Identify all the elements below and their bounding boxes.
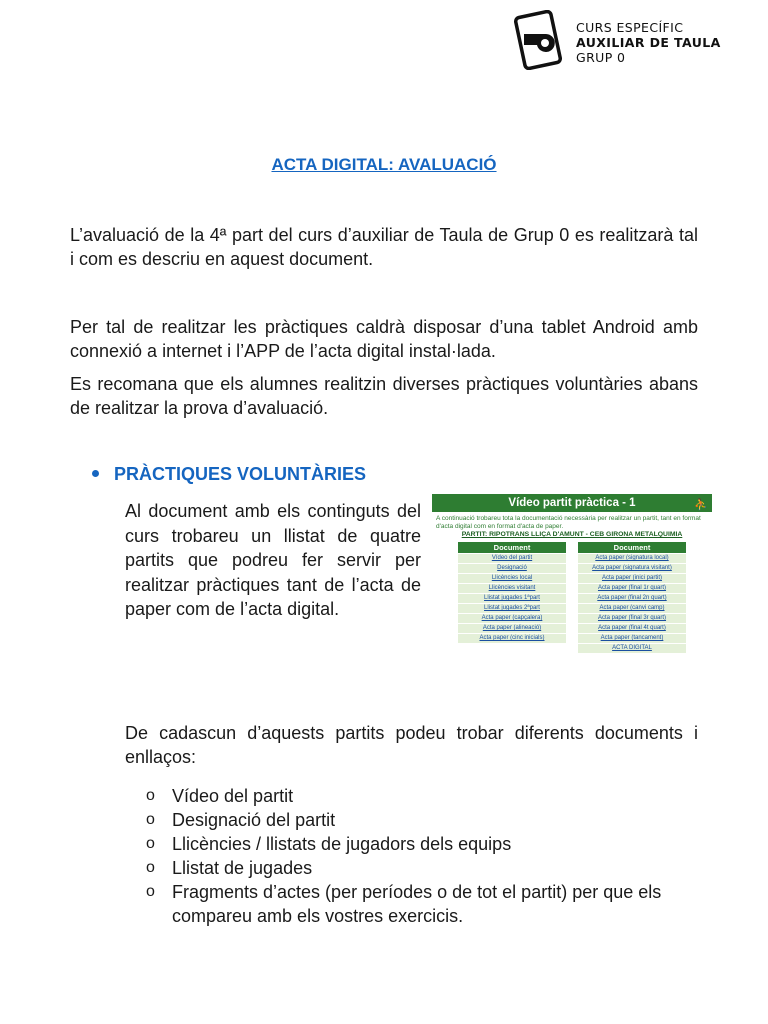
document-link[interactable]: Llicències local — [458, 574, 567, 584]
left-document-table — [457, 541, 567, 654]
logo-line-2: AUXILIAR DE TAULA — [576, 35, 721, 50]
document-link[interactable]: Acta paper (signatura local) — [578, 554, 687, 564]
document-link[interactable]: Designació — [458, 564, 567, 574]
list-item-text: Llicències / llistats de jugadors dels equips — [172, 834, 512, 854]
document-link[interactable]: Acta paper (alineació) — [458, 624, 567, 634]
logo-line-3: GRUP 0 — [576, 50, 626, 65]
document-link[interactable]: Acta paper (signatura visitant) — [578, 564, 687, 574]
section-heading-text: PRÀCTIQUES VOLUNTÀRIES — [114, 464, 367, 484]
document-link[interactable]: Acta paper (cinc inicials) — [458, 634, 567, 644]
list-bullet: o — [146, 787, 155, 804]
whistle-tablet-icon — [510, 10, 570, 70]
section-text: Al document amb els continguts del curs trobareu un llistat de quatre partits que podreu fer servir per realitzar pràctiques tant de l’acta de paper com de l’acta digital. — [125, 501, 421, 619]
table-header: Document — [458, 542, 567, 554]
intro-paragraph: L’avaluació de la 4ª part del curs d’auxiliar de Taula de Grup 0 es realitzarà tal i com es descriu en aquest document. — [70, 225, 698, 269]
documents-intro: De cadascun d’aquests partits podeu trobar diferents documents i enllaços: — [125, 723, 698, 767]
bullet-dot — [92, 470, 99, 477]
requirements-paragraph: Per tal de realitzar les pràctiques caldrà disposar d’una tablet Android amb connexió a internet i l’APP de l’acta digital instal·lada. — [70, 317, 698, 361]
document-link[interactable]: Llistat jugades 2ªpart — [458, 604, 567, 614]
document-link[interactable]: Acta paper (final 2n quart) — [578, 594, 687, 604]
list-item — [146, 808, 706, 832]
logo-line-1: CURS ESPECÍFIC — [576, 20, 684, 35]
screenshot-intro: A continuació trobareu tota la documentació necessària per realitzar un partit, tant en format d'acta digital com en format d'acta de paper. — [436, 515, 701, 530]
document-link[interactable]: Acta paper (canvi camp) — [578, 604, 687, 614]
document-link[interactable]: Acta paper (final 1r quart) — [578, 584, 687, 594]
list-item-text: Designació del partit — [172, 810, 336, 830]
course-logo — [510, 10, 740, 70]
list-item-text: Vídeo del partit — [172, 786, 294, 806]
list-bullet: o — [146, 883, 155, 900]
right-document-table — [577, 541, 687, 654]
list-bullet: o — [146, 835, 155, 852]
document-link[interactable]: Acta paper (inici partit) — [578, 574, 687, 584]
list-bullet: o — [146, 811, 155, 828]
table-header: Document — [578, 542, 687, 554]
list-item — [146, 832, 706, 856]
document-link[interactable]: Acta paper (final 4t quart) — [578, 624, 687, 634]
list-item — [146, 880, 706, 928]
document-link[interactable]: Llicències visitant — [458, 584, 567, 594]
list-item — [146, 784, 706, 808]
document-title: ACTA DIGITAL: AVALUACIÓ — [271, 155, 497, 174]
practice-screenshot — [432, 494, 712, 676]
document-link[interactable]: Llistat jugades 1ªpart — [458, 594, 567, 604]
screenshot-title-bar — [432, 494, 712, 512]
documents-list — [146, 784, 706, 928]
section-heading — [92, 464, 366, 485]
screenshot-title: Vídeo partit pràctica - 1 — [508, 497, 636, 509]
recommendation-paragraph: Es recomana que els alumnes realitzin diverses pràctiques voluntàries abans de realitzar la prova d’avaluació. — [70, 374, 698, 418]
document-link[interactable]: Vídeo del partit — [458, 554, 567, 564]
list-bullet: o — [146, 859, 155, 876]
list-item-text: Fragments d’actes (per períodes o de tot el partit) per que els compareu amb els vostres exercicis. — [172, 882, 662, 926]
basketball-icon: ⛹ — [694, 499, 708, 511]
document-link[interactable]: Acta paper (capçalera) — [458, 614, 567, 624]
acta-digital-link[interactable]: ACTA DIGITAL — [578, 644, 687, 654]
list-item-text: Llistat de jugades — [172, 858, 313, 878]
empty-cell — [458, 644, 567, 654]
document-link[interactable]: Acta paper (final 3r quart) — [578, 614, 687, 624]
screenshot-match: PARTIT: RIPOTRANS LLIÇA D'AMUNT - CEB GIRONA METALQUIMIA — [461, 531, 683, 538]
document-link[interactable]: Acta paper (tancament) — [578, 634, 687, 644]
list-item — [146, 856, 706, 880]
